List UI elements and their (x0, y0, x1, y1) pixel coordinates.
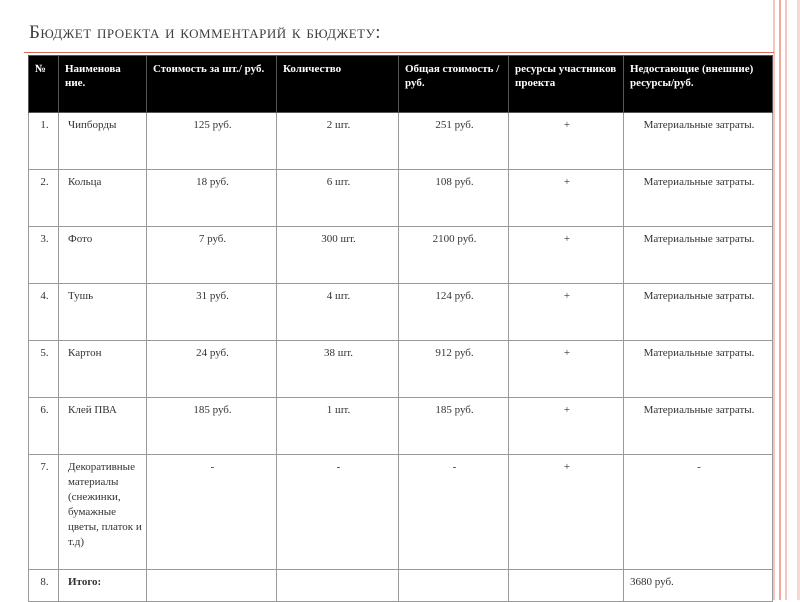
cell-total-cost: 2100 руб. (399, 227, 509, 284)
cell-external-resources: - (624, 455, 773, 570)
table-header-row (29, 56, 773, 113)
cell-number: 5. (29, 341, 59, 398)
cell-name: Кольца (59, 170, 147, 227)
cell-empty (147, 570, 277, 602)
cell-external-resources: Материальные затраты. (624, 398, 773, 455)
slide-title: Бюджет проекта и комментарий к бюджету: (29, 22, 382, 43)
stripe (773, 0, 775, 600)
cell-name: Чипборды (59, 113, 147, 170)
cell-participant-resources: + (509, 398, 624, 455)
cell-total-cost: 124 руб. (399, 284, 509, 341)
cell-empty (399, 570, 509, 602)
cell-quantity: - (277, 455, 399, 570)
cell-participant-resources: + (509, 113, 624, 170)
header-number: № (29, 56, 59, 113)
table-row (29, 227, 773, 284)
cell-number: 1. (29, 113, 59, 170)
cell-total-cost: 185 руб. (399, 398, 509, 455)
cell-external-resources: Материальные затраты. (624, 170, 773, 227)
cell-empty (277, 570, 399, 602)
cell-total-cost: 251 руб. (399, 113, 509, 170)
cell-external-resources: Материальные затраты. (624, 341, 773, 398)
cell-number: 2. (29, 170, 59, 227)
table-row (29, 398, 773, 455)
cell-external-resources: Материальные затраты. (624, 284, 773, 341)
cell-empty (509, 570, 624, 602)
cell-quantity: 1 шт. (277, 398, 399, 455)
cell-unit-cost: 24 руб. (147, 341, 277, 398)
cell-quantity: 4 шт. (277, 284, 399, 341)
cell-external-resources: Материальные затраты. (624, 227, 773, 284)
cell-unit-cost: 185 руб. (147, 398, 277, 455)
cell-participant-resources: + (509, 227, 624, 284)
cell-total-cost: 108 руб. (399, 170, 509, 227)
cell-number: 3. (29, 227, 59, 284)
cell-participant-resources: + (509, 455, 624, 570)
cell-total-cost: - (399, 455, 509, 570)
stripe (779, 0, 781, 600)
header-name: Наименова ние. (59, 56, 147, 113)
table-row (29, 455, 773, 570)
budget-table (28, 55, 773, 602)
cell-name: Картон (59, 341, 147, 398)
cell-unit-cost: 18 руб. (147, 170, 277, 227)
table-row (29, 341, 773, 398)
table-row (29, 284, 773, 341)
header-quantity: Количество (277, 56, 399, 113)
cell-name: Декоративные материалы (снежинки, бумажные цветы, платок и т.д) (59, 455, 147, 570)
title-divider (24, 52, 774, 53)
header-total-cost: Общая стоимость /руб. (399, 56, 509, 113)
cell-participant-resources: + (509, 284, 624, 341)
cell-number: 8. (29, 570, 59, 602)
cell-unit-cost: 125 руб. (147, 113, 277, 170)
cell-unit-cost: 7 руб. (147, 227, 277, 284)
header-external-resources: Недостающие (внешние) ресурсы/руб. (624, 56, 773, 113)
cell-quantity: 300 шт. (277, 227, 399, 284)
cell-participant-resources: + (509, 341, 624, 398)
table-total-row (29, 570, 773, 602)
cell-external-resources: Материальные затраты. (624, 113, 773, 170)
stripe (785, 0, 787, 600)
cell-unit-cost: - (147, 455, 277, 570)
cell-number: 4. (29, 284, 59, 341)
header-unit-cost: Стоимость за шт./ руб. (147, 56, 277, 113)
table-row (29, 170, 773, 227)
cell-name: Тушь (59, 284, 147, 341)
cell-participant-resources: + (509, 170, 624, 227)
table-row (29, 113, 773, 170)
cell-quantity: 38 шт. (277, 341, 399, 398)
header-participant-resources: ресурсы участников проекта (509, 56, 624, 113)
cell-quantity: 2 шт. (277, 113, 399, 170)
total-label: Итого: (59, 570, 147, 602)
cell-name: Фото (59, 227, 147, 284)
cell-number: 6. (29, 398, 59, 455)
total-value: 3680 руб. (624, 570, 773, 602)
cell-number: 7. (29, 455, 59, 570)
cell-total-cost: 912 руб. (399, 341, 509, 398)
cell-quantity: 6 шт. (277, 170, 399, 227)
cell-name: Клей ПВА (59, 398, 147, 455)
cell-unit-cost: 31 руб. (147, 284, 277, 341)
